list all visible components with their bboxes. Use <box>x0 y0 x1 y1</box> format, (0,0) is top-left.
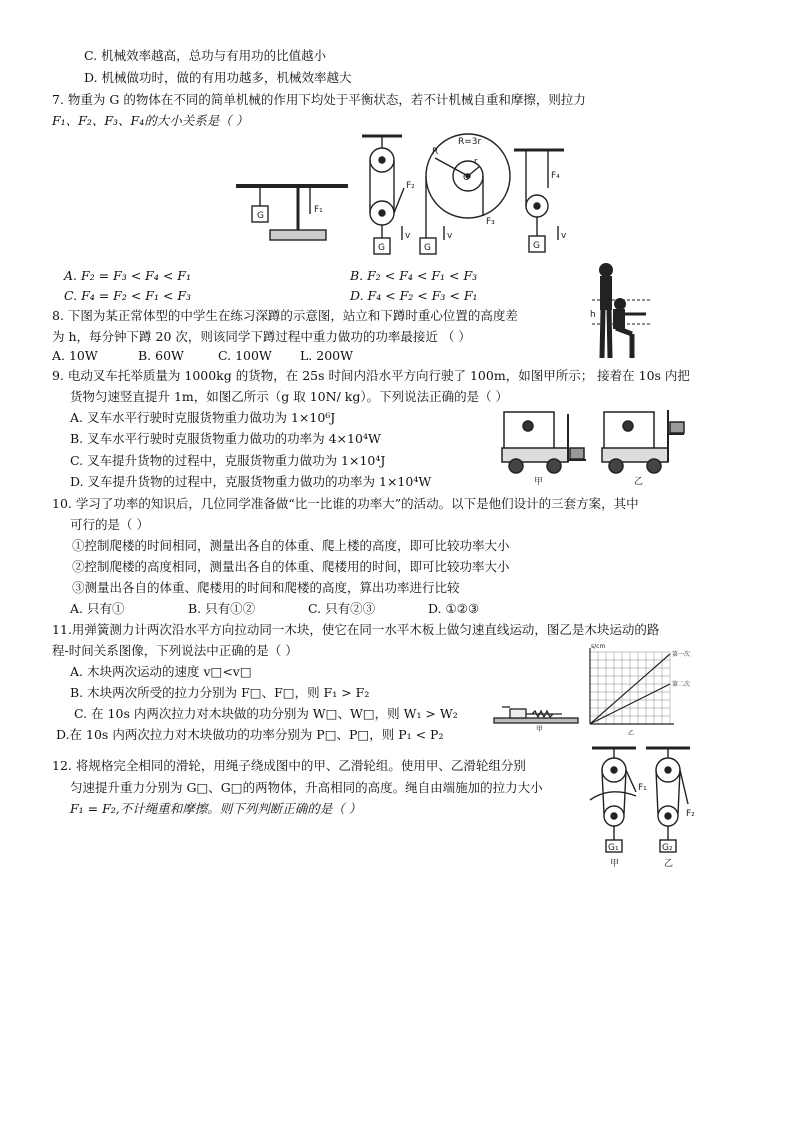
q9-option-d: D. 叉车提升货物的过程中，克服货物重力做功的功率为 1×10⁴W <box>70 474 432 489</box>
q11-stem-line1: 11.用弹簧测力计两次沿水平方向拉动同一木块，使它在同一水平木板上做匀速直线运动，图乙是木块运动的路 <box>52 622 660 637</box>
q8-stem-line1: 8. 下图为某正常体型的中学生在练习深蹲的示意图，站立和下蹲时重心位置的高度差 <box>52 308 518 323</box>
q12-stem-line3: F₁ = F₂,不计绳重和摩擦。则下列判断正确的是（ ） <box>70 801 362 816</box>
q9-label-yi: 乙 <box>634 477 644 487</box>
q7-option-a: A. F₂ = F₃ < F₄ < F₁ <box>64 268 191 283</box>
q7-f1-label: F₁ <box>314 205 323 215</box>
q11-stem-line2: 程-时间关系图像，下列说法中正确的是（ ） <box>52 643 298 658</box>
q8-squat-figure <box>588 262 652 366</box>
q8-stem-line2: 为 h，每分钟下蹲 20 次，则该同学下蹲过程中重力做功的功率最接近 （ ） <box>52 329 471 344</box>
q11-chart-first: 第一次 <box>672 651 691 658</box>
q12-f2-label: F₂ <box>686 809 695 819</box>
q8-option-b: B. 60W <box>138 348 184 363</box>
q9-forklift-figure <box>496 404 686 486</box>
q12-stem-line1: 12. 将规格完全相同的滑轮，用绳子绕成图中的甲、乙滑轮组。使用甲、乙滑轮组分别 <box>52 758 526 773</box>
q7-pulley-g-label: G <box>378 243 385 253</box>
q11-chart-ylabel: s/cm <box>591 643 606 650</box>
q9-stem-line2: 货物匀速竖直提升 1m，如图乙所示（g 取 10N/ kg）。下列说法正确的是（ ） <box>70 389 509 404</box>
q11-option-b: B. 木块两次所受的拉力分别为 F□、F□，则 F₁ > F₂ <box>70 685 370 700</box>
q10-stem-line1: 10. 学习了功率的知识后，几位同学准备做“比一比谁的功率大”的活动。以下是他们设计的三套方案，其中 <box>52 496 639 511</box>
q11-option-c: C. 在 10s 内两次拉力对木块做的功分别为 W□、W□，则 W₁ > W₂ <box>74 706 458 721</box>
q11-label-jia: 甲 <box>536 725 543 733</box>
q8-option-d: L. 200W <box>300 348 353 363</box>
q12-pulley-figure <box>586 744 698 874</box>
q10-option-b: B. 只有①② <box>188 601 256 616</box>
q12-g2-label: G₂ <box>662 843 673 853</box>
q7-option-c: C. F₄ = F₂ < F₁ < F₃ <box>64 288 192 303</box>
q7-v-label-1: v <box>405 231 411 241</box>
q11-block-figure <box>492 704 580 732</box>
q7-v-label-3: v <box>561 231 567 241</box>
q7-f2-label: F₂ <box>406 181 415 191</box>
q9-stem-line1: 9. 电动叉车托举质量为 1000kg 的货物，在 25s 时间内沿水平方向行驶了 100m，如图甲所示； 接着在 10s 内把 <box>52 368 690 383</box>
q7-lever-g-label: G <box>257 211 264 221</box>
q7-single-g-label: G <box>533 241 540 251</box>
q12-label-yi: 乙 <box>664 859 674 869</box>
q7-r-big-label: R <box>432 147 439 157</box>
q7-wheel-g-label: G <box>424 243 431 253</box>
q7-f4-label: F₄ <box>551 171 560 181</box>
q10-scheme-3: ③测量出各自的体重、爬楼用的时间和爬楼的高度，算出功率进行比较 <box>72 580 460 595</box>
q7-option-d: D. F₄ < F₂ < F₃ < F₁ <box>350 288 478 303</box>
q10-option-c: C. 只有②③ <box>308 601 376 616</box>
q9-option-a: A. 叉车水平行驶时克服货物重力做功为 1×10⁶J <box>70 410 336 425</box>
q7-stem-line2: F₁、F₂、F₃、F₄的大小关系是（ ） <box>52 113 249 128</box>
q8-option-a: A. 10W <box>52 348 98 363</box>
q11-chart-yi: 乙 <box>628 730 635 737</box>
q8-h-label: h <box>590 310 596 320</box>
q6-option-d: D. 机械做功时，做的有用功越多，机械效率越大 <box>84 70 352 85</box>
q10-scheme-1: ①控制爬楼的时间相同，测量出各自的体重、爬上楼的高度，即可比较功率大小 <box>72 538 510 553</box>
q7-stem-line1: 7. 物重为 G 的物体在不同的简单机械的作用下均处于平衡状态，若不计机械自重和摩擦，则拉力 <box>52 92 586 107</box>
q7-v-label-2: v <box>447 231 453 241</box>
q12-f1-label: F₁ <box>638 783 647 793</box>
q9-option-b: B. 叉车水平行驶时克服货物重力做功的功率为 4×10⁴W <box>70 431 381 446</box>
q11-st-chart <box>578 643 691 737</box>
q7-option-b: B. F₂ < F₄ < F₁ < F₃ <box>350 268 478 283</box>
q7-f3-label: F₃ <box>486 217 495 227</box>
q10-scheme-2: ②控制爬楼的高度相同，测量出各自的体重、爬楼用的时间，即可比较功率大小 <box>72 559 510 574</box>
q12-g1-label: G₁ <box>608 843 619 853</box>
q7-figure <box>230 128 580 260</box>
q10-option-a: A. 只有① <box>70 601 125 616</box>
q9-label-jia: 甲 <box>534 477 544 487</box>
q8-option-c: C. 100W <box>218 348 272 363</box>
q6-option-c: C. 机械效率越高，总功与有用功的比值越小 <box>84 48 327 63</box>
q11-option-d: D.在 10s 内两次拉力对木块做功的功率分别为 P□、P□，则 P₁ < P₂ <box>56 727 444 742</box>
q11-chart-second: 第二次 <box>672 681 691 688</box>
q12-label-jia: 甲 <box>610 859 620 869</box>
q7-r-small-label: r <box>474 157 478 167</box>
q9-option-c: C. 叉车提升货物的过程中，克服货物重力做功为 1×10⁴J <box>70 453 386 468</box>
q10-stem-line2: 可行的是（ ） <box>70 517 149 532</box>
q11-option-a: A. 木块两次运动的速度 v□<v□ <box>70 664 252 679</box>
q10-option-d: D. ①②③ <box>428 601 480 616</box>
q7-o-label: O <box>463 173 471 183</box>
q7-req-label: R=3r <box>458 137 482 147</box>
q12-stem-line2: 匀速提升重力分别为 G□、G□的两物体，升高相同的高度。绳自由端施加的拉力大小 <box>70 780 543 795</box>
